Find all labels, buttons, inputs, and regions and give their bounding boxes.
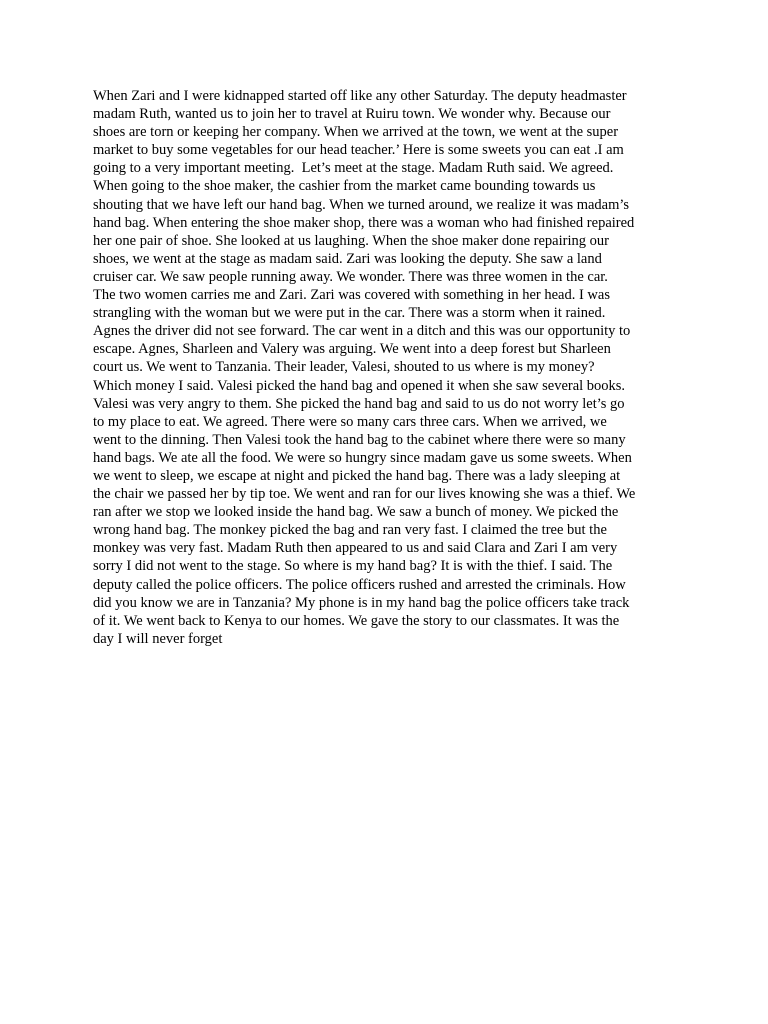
text-line: her one pair of shoe. She looked at us laughing. When the shoe maker done repairing our	[93, 232, 609, 249]
text-line: day I will never forget	[93, 630, 223, 647]
text-line: went to the dinning. Then Valesi took the hand bag to the cabinet where there were so many	[93, 431, 626, 448]
text-line: When going to the shoe maker, the cashier from the market came bounding towards us	[93, 178, 596, 195]
text-line: market to buy some vegetables for our head teacher.’ Here is some sweets you can eat .I am	[93, 142, 624, 159]
text-line: escape. Agnes, Sharleen and Valery was arguing. We went into a deep forest but Sharleen	[93, 341, 611, 358]
text-line: hand bag. When entering the shoe maker shop, there was a woman who had finished repaired	[93, 214, 635, 231]
text-line: Agnes the driver did not see forward. The car went in a ditch and this was our opportunity to	[93, 323, 631, 340]
text-line: going to a very important meeting. Let’s meet at the stage. Madam Ruth said. We agreed.	[93, 160, 614, 177]
text-line: wrong hand bag. The monkey picked the bag and ran very fast. I claimed the tree but the	[93, 522, 607, 539]
text-line: cruiser car. We saw people running away. We wonder. There was three women in the car.	[93, 268, 608, 285]
text-line: to my place to eat. We agreed. There were so many cars three cars. When we arrived, we	[93, 413, 607, 430]
text-line: Valesi was very angry to them. She picked the hand bag and said to us do not worry let’s go	[93, 395, 625, 412]
text-line: The two women carries me and Zari. Zari was covered with something in her head. I was	[93, 287, 610, 304]
text-line: hand bags. We ate all the food. We were so hungry since madam gave us some sweets. When	[93, 449, 632, 466]
text-line: When Zari and I were kidnapped started off like any other Saturday. The deputy headmaster	[93, 88, 627, 104]
text-line: we went to sleep, we escape at night and picked the hand bag. There was a lady sleeping at	[93, 467, 621, 484]
text-line: shoes, we went at the stage as madam said. Zari was looking the deputy. She saw a land	[93, 250, 602, 267]
text-line: the chair we passed her by tip toe. We went and ran for our lives knowing she was a thief. We	[93, 486, 636, 503]
text-line: deputy called the police officers. The police officers rushed and arrested the criminals. How	[93, 576, 626, 593]
text-line: madam Ruth, wanted us to join her to travel at Ruiru town. We wonder why. Because our	[93, 106, 611, 123]
text-line: court us. We went to Tanzania. Their leader, Valesi, shouted to us where is my money?	[93, 359, 595, 376]
text-line: strangling with the woman but we were put in the car. There was a storm when it rained.	[93, 305, 606, 322]
story-paragraph	[93, 87, 693, 648]
text-line: Which money I said. Valesi picked the hand bag and opened it when she saw several books.	[93, 377, 626, 394]
text-line: did you know we are in Tanzania? My phone is in my hand bag the police officers take track	[93, 594, 630, 611]
text-line: ran after we stop we looked inside the hand bag. We saw a bunch of money. We picked the	[93, 504, 619, 521]
text-line: shoes are torn or keeping her company. When we arrived at the town, we went at the super	[93, 124, 619, 141]
text-line: monkey was very fast. Madam Ruth then appeared to us and said Clara and Zari I am very	[93, 540, 618, 557]
text-line: of it. We went back to Kenya to our homes. We gave the story to our classmates. It was the	[93, 612, 620, 629]
text-line: shouting that we have left our hand bag. When we turned around, we realize it was madam’s	[93, 196, 630, 213]
text-line: sorry I did not went to the stage. So where is my hand bag? It is with the thief. I said. The	[93, 558, 613, 575]
